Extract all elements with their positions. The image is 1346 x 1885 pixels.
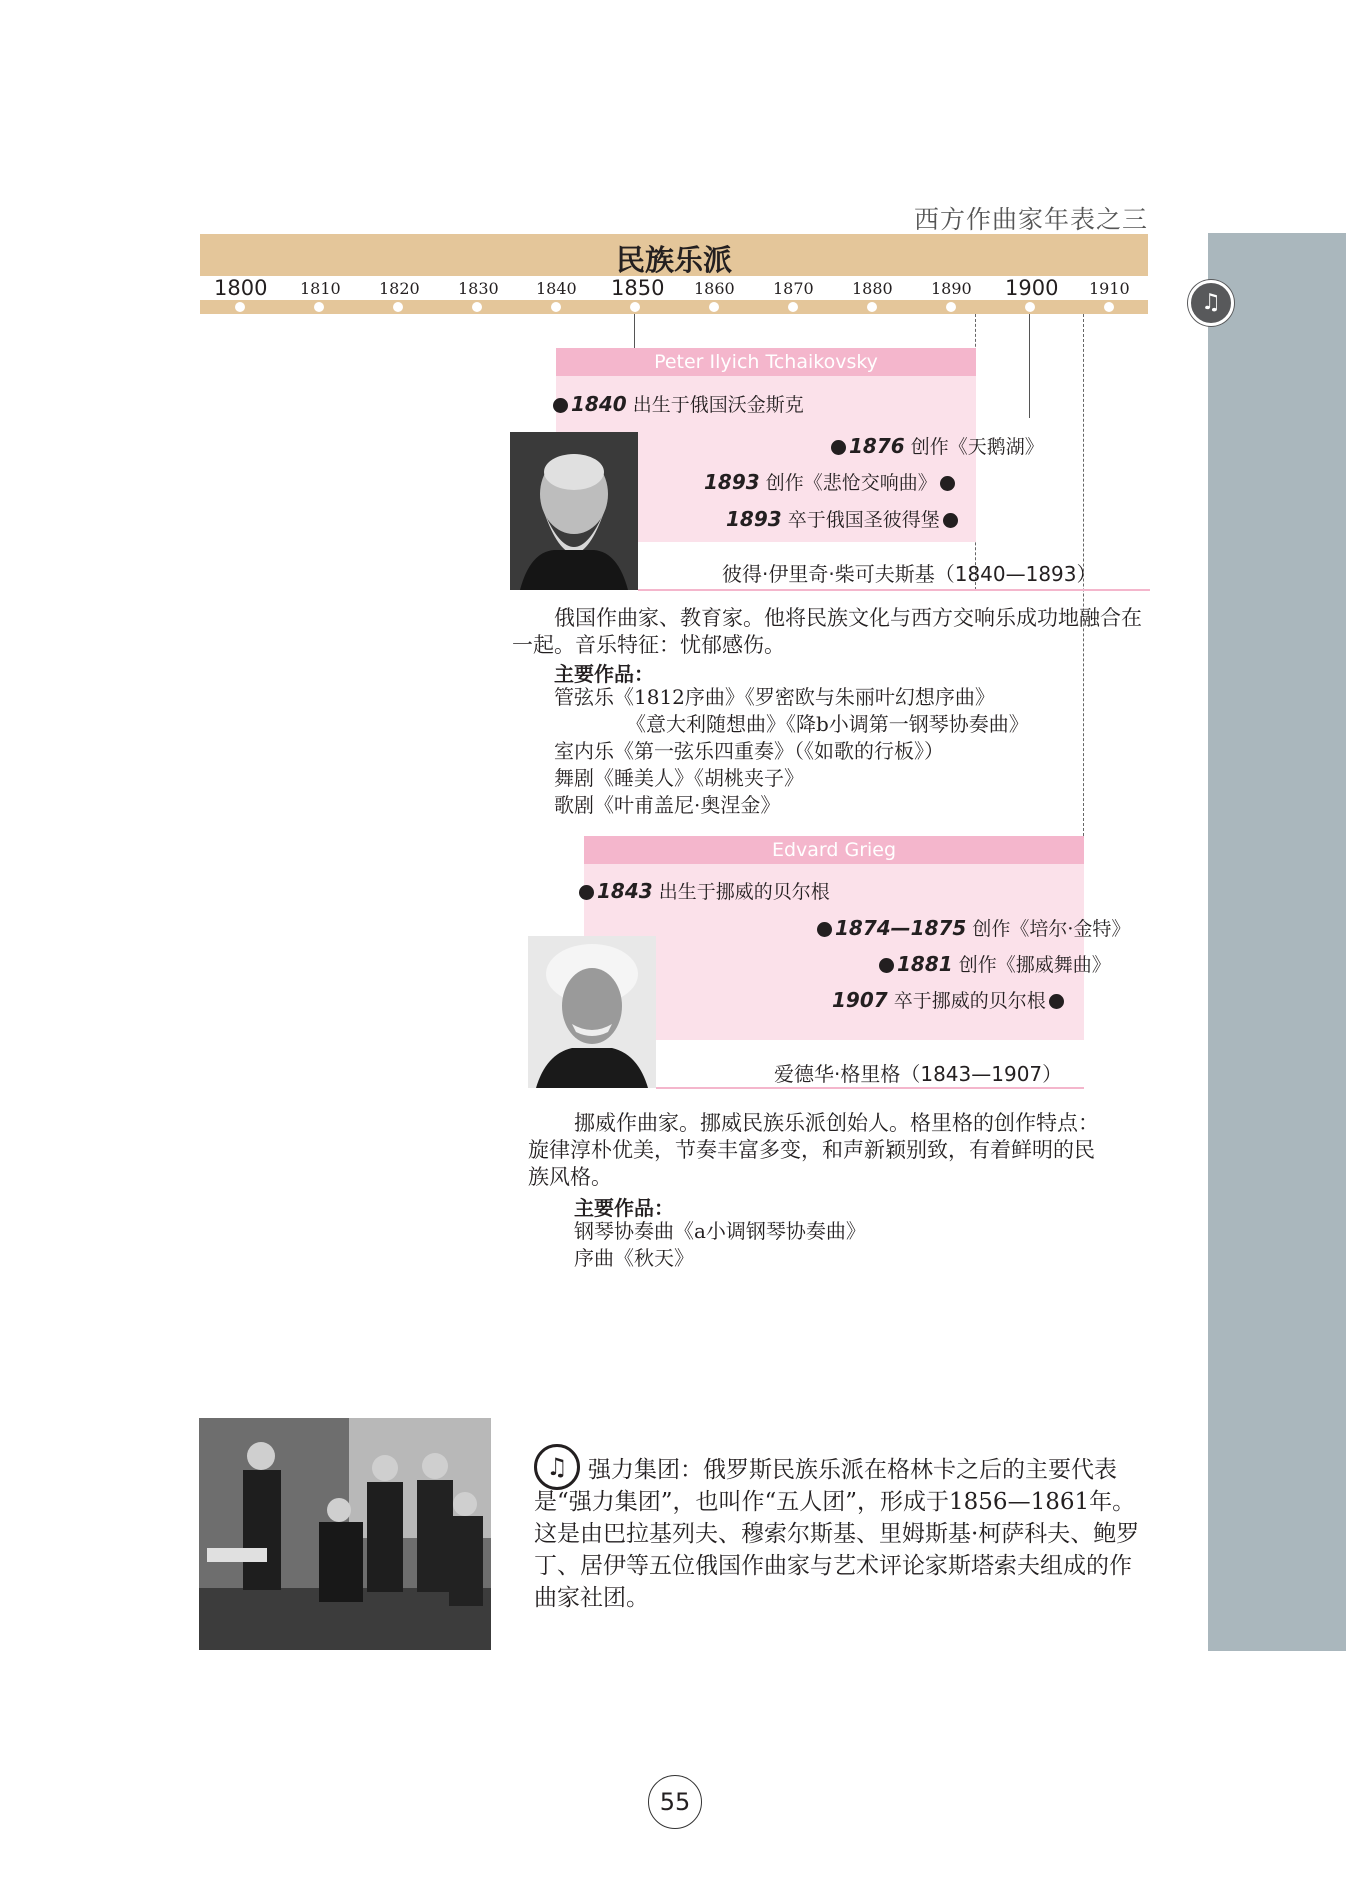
timeline-tick [788, 302, 798, 312]
bullet-icon [943, 513, 958, 528]
side-margin-bar [1208, 233, 1346, 1651]
timeline-tick [946, 302, 956, 312]
connector-line [1029, 314, 1030, 418]
composer-description: 俄国作曲家、教育家。他将民族文化与西方交响乐成功地融合在一起。音乐特征：忧郁感伤。 [512, 606, 1142, 657]
year-label: 1900 [1005, 276, 1059, 300]
bullet-icon [831, 440, 846, 455]
year-label: 1850 [611, 276, 665, 300]
event-birth: 1840 出生于俄国沃金斯克 [550, 390, 804, 417]
work-item: 歌剧《叶甫盖尼·奥涅金》 [554, 793, 781, 817]
work-item: 《意大利随想曲》《降b小调第一钢琴协奏曲》 [626, 712, 1029, 736]
year-label: 1870 [773, 279, 814, 298]
event-work: 1893 创作《悲怆交响曲》 [704, 468, 958, 495]
work-item: 室内乐《第一弦乐四重奏》（《如歌的行板》） [554, 739, 944, 763]
page-number: 55 [648, 1775, 702, 1829]
composer-name: 爱德华·格里格（1843—1907） [774, 1062, 1063, 1086]
composer-description: 挪威作曲家。挪威民族乐派创始人。格里格的创作特点：旋律淳朴优美，节奏丰富多变，和声新颖别致，有着鲜明的民族风格。 [528, 1111, 1099, 1189]
tchaikovsky-english-name: Peter Ilyich Tchaikovsky [556, 348, 976, 376]
mighty-handful-photo [199, 1418, 491, 1650]
composer-name: 彼得·伊里奇·柴可夫斯基（1840—1893） [722, 562, 1097, 586]
timeline-tick [1025, 302, 1035, 312]
bullet-icon [940, 476, 955, 491]
event-death: 1907 卒于挪威的贝尔根 [832, 986, 1067, 1013]
event-death: 1893 卒于俄国圣彼得堡 [726, 505, 961, 532]
music-note-icon: ♫ [534, 1444, 580, 1490]
bullet-icon [1049, 994, 1064, 1009]
work-item: 管弦乐《1812序曲》《罗密欧与朱丽叶幻想序曲》 [554, 685, 995, 709]
connector-line [634, 314, 635, 348]
bullet-icon [817, 922, 832, 937]
bullet-icon [879, 958, 894, 973]
year-label: 1890 [931, 279, 972, 298]
mighty-handful-note: 强力集团：俄罗斯民族乐派在格林卡之后的主要代表是“强力集团”，也叫作“五人团”，形成于1856—1861年。这是由巴拉基列夫、穆索尔斯基、里姆斯基·柯萨科夫、鲍罗丁、居伊等五位俄国作曲家与艺术评论家斯塔索夫组成的作曲家社团。 [534, 1457, 1140, 1611]
timeline-tick [551, 302, 561, 312]
timeline-tick [630, 302, 640, 312]
year-label: 1830 [458, 279, 499, 298]
work-item: 钢琴协奏曲《a小调钢琴协奏曲》 [574, 1219, 866, 1243]
year-label: 1800 [214, 276, 268, 300]
year-label: 1820 [379, 279, 420, 298]
timeline-title: 民族乐派 [615, 243, 732, 277]
grieg-english-name: Edvard Grieg [584, 836, 1084, 864]
timeline-tick [472, 302, 482, 312]
page-section-title: 西方作曲家年表之三 [913, 205, 1148, 234]
timeline-rail [200, 300, 1148, 314]
year-label: 1860 [694, 279, 735, 298]
timeline-tick [393, 302, 403, 312]
divider-line [656, 1087, 1084, 1089]
year-label: 1910 [1089, 279, 1130, 298]
year-label: 1840 [536, 279, 577, 298]
timeline-tick [1104, 302, 1114, 312]
work-item: 舞剧《睡美人》《胡桃夹子》 [554, 766, 804, 790]
music-note-icon: ♫ [1188, 280, 1234, 326]
year-label: 1880 [852, 279, 893, 298]
event-work: 1876 创作《天鹅湖》 [828, 432, 1044, 459]
timeline-tick [314, 302, 324, 312]
works-heading: 主要作品： [554, 662, 654, 686]
bullet-icon [579, 885, 594, 900]
timeline-tick [867, 302, 877, 312]
work-item: 序曲《秋天》 [574, 1246, 694, 1270]
divider-line [638, 589, 1150, 591]
works-heading: 主要作品： [574, 1196, 674, 1220]
event-work: 1874—1875 创作《培尔·金特》 [814, 914, 1130, 941]
tchaikovsky-portrait [510, 432, 638, 590]
event-work: 1881 创作《挪威舞曲》 [876, 950, 1111, 977]
timeline-tick [235, 302, 245, 312]
grieg-portrait [528, 936, 656, 1088]
year-label: 1810 [300, 279, 341, 298]
event-birth: 1843 出生于挪威的贝尔根 [576, 877, 830, 904]
timeline-tick [709, 302, 719, 312]
bullet-icon [553, 398, 568, 413]
